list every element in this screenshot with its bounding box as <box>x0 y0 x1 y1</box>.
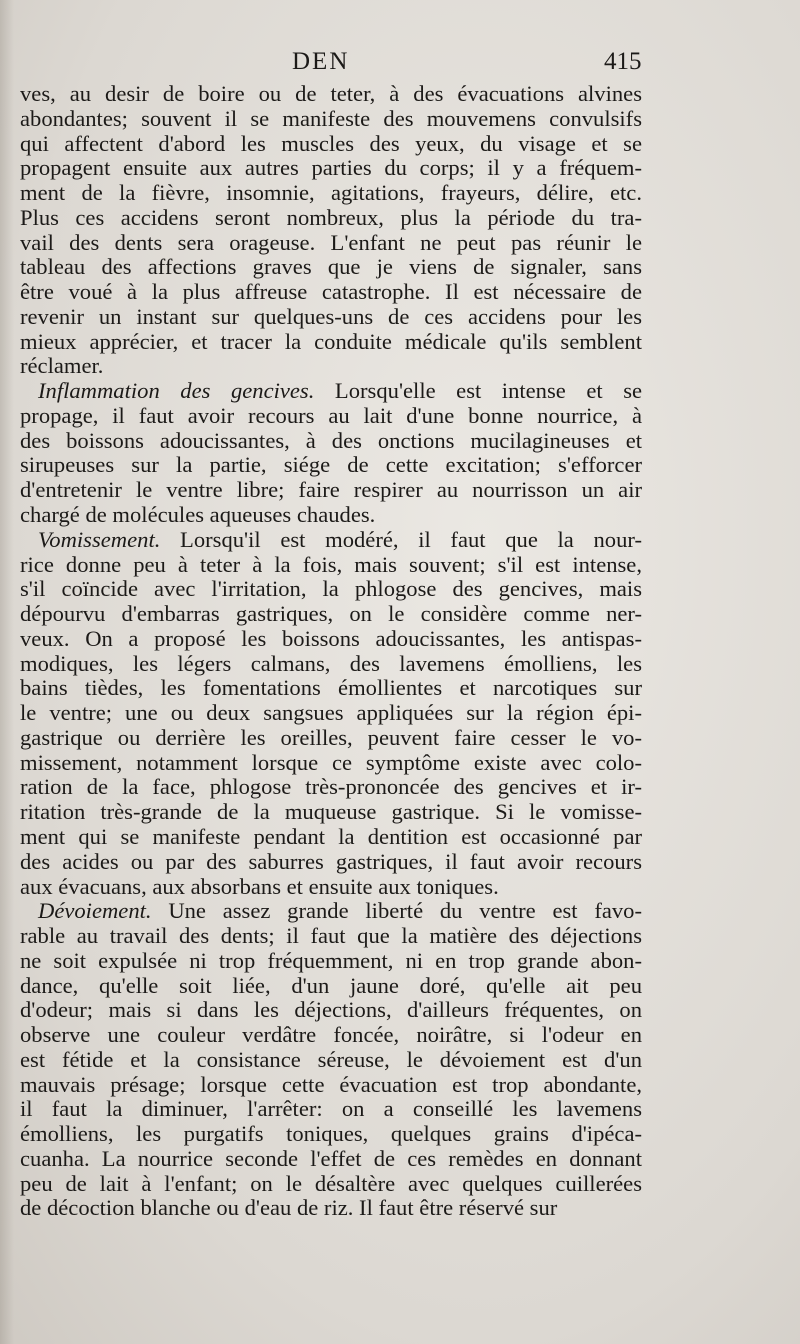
text-line <box>20 478 642 503</box>
line-text: modiques, les légers calmans, des lavemens émolliens, les <box>20 650 642 676</box>
text-line <box>20 156 642 181</box>
line-text: chargé de molécules aqueuses chaudes. <box>20 502 376 528</box>
text-line <box>20 974 642 999</box>
text-line <box>20 379 642 404</box>
line-text: missement, notamment lorsque ce symptôme existe avec colo- <box>20 749 642 775</box>
line-text: Lorsqu'il est modéré, il faut que la nour- <box>160 526 642 552</box>
text-line <box>20 1023 642 1048</box>
section-heading: Inflammation des gencives. <box>38 378 315 404</box>
text-line <box>20 280 642 305</box>
paragraph <box>20 379 642 528</box>
page-gutter-shadow <box>0 0 14 1344</box>
text-line <box>20 701 642 726</box>
line-text: propage, il faut avoir recours au lait d'une bonne nourrice, à <box>20 402 642 428</box>
text-line <box>20 850 642 875</box>
text-line <box>20 107 642 132</box>
text-line <box>20 453 642 478</box>
text-line <box>20 231 642 256</box>
paragraph <box>20 82 642 379</box>
paragraph <box>20 899 642 1221</box>
line-text: être voué à la plus affreuse catastrophe. Il est nécessaire de <box>20 279 642 305</box>
line-text: tableau des affections graves que je viens de signaler, sans <box>20 254 642 280</box>
text-line <box>20 553 642 578</box>
line-text: ritation très-grande de la muqueuse gastrique. Si le vomisse- <box>20 799 642 825</box>
line-text: mauvais présage; lorsque cette évacuation est trop abondante, <box>20 1071 642 1097</box>
line-text: il faut la diminuer, l'arrêter: on a conseillé les lavemens <box>20 1096 642 1122</box>
line-text: d'entretenir le ventre libre; faire respirer au nourrisson un air <box>20 477 642 503</box>
line-text: mieux apprécier, et tracer la conduite médicale qu'ils semblent <box>20 328 642 354</box>
text-line <box>20 305 642 330</box>
line-text: abondantes; souvent il se manifeste des mouvemens convulsifs <box>20 105 642 131</box>
line-text: ne soit expulsée ni trop fréquemment, ni en trop grande abon- <box>20 947 642 973</box>
text-line <box>20 132 642 157</box>
line-text: qui affectent d'abord les muscles des yeux, du visage et se <box>20 130 642 156</box>
text-line <box>20 1048 642 1073</box>
line-text: émolliens, les purgatifs toniques, quelques grains d'ipéca- <box>20 1121 642 1147</box>
text-line <box>20 1196 642 1221</box>
line-text: des boissons adoucissantes, à des onctions mucilagineuses et <box>20 427 642 453</box>
line-text: dance, qu'elle soit liée, d'un jaune doré, qu'elle ait peu <box>20 972 642 998</box>
line-text: propagent ensuite aux autres parties du corps; il y a fréquem- <box>20 155 642 181</box>
text-line <box>20 825 642 850</box>
section-heading: Dévoiement. <box>38 898 152 924</box>
text-line <box>20 1122 642 1147</box>
text-line <box>20 206 642 231</box>
text-line <box>20 602 642 627</box>
line-text: Une assez grande liberté du ventre est favo- <box>151 898 642 924</box>
line-text: est fétide et la consistance séreuse, le dévoiement est d'un <box>20 1046 642 1072</box>
line-text: rable au travail des dents; il faut que la matière des déjections <box>20 923 642 949</box>
text-line <box>20 652 642 677</box>
line-text: dépourvu d'embarras gastriques, on le considère comme ner- <box>20 601 642 627</box>
line-text: sirupeuses sur la partie, siége de cette excitation; s'efforcer <box>20 452 642 478</box>
text-line <box>20 751 642 776</box>
line-text: bains tièdes, les fomentations émollientes et narcotiques sur <box>20 675 642 701</box>
line-text: réclamer. <box>20 353 104 379</box>
text-line <box>20 528 642 553</box>
text-line <box>20 82 642 107</box>
line-text: cuanha. La nourrice seconde l'effet de ces remèdes en donnant <box>20 1145 642 1171</box>
text-line <box>20 330 642 355</box>
line-text: des acides ou par des saburres gastriques, il faut avoir recours <box>20 848 642 874</box>
text-line <box>20 949 642 974</box>
header-title: DEN <box>292 48 350 75</box>
text-line <box>20 924 642 949</box>
line-text: ration de la face, phlogose très-prononcée des gencives et ir- <box>20 774 642 800</box>
line-text: rice donne peu à teter à la fois, mais souvent; s'il est intense, <box>20 551 642 577</box>
text-line <box>20 676 642 701</box>
line-text: ment de la fièvre, insomnie, agitations, frayeurs, délire, etc. <box>20 180 642 206</box>
text-line <box>20 899 642 924</box>
text-line <box>20 726 642 751</box>
line-text: veux. On a proposé les boissons adoucissantes, les antispas- <box>20 625 642 651</box>
section-heading: Vomissement. <box>38 526 161 552</box>
text-line <box>20 998 642 1023</box>
text-line <box>20 875 642 900</box>
text-line <box>20 354 642 379</box>
line-text: ves, au desir de boire ou de teter, à des évacuations alvines <box>20 81 642 106</box>
text-line <box>20 1073 642 1098</box>
page-number: 415 <box>604 48 642 75</box>
text-line <box>20 404 642 429</box>
text-line <box>20 775 642 800</box>
line-text: de décoction blanche ou d'eau de riz. Il faut être réservé sur <box>20 1195 558 1221</box>
text-line <box>20 1172 642 1197</box>
line-text: s'il coïncide avec l'irritation, la phlogose des gencives, mais <box>20 576 642 602</box>
line-text: d'odeur; mais si dans les déjections, d'ailleurs fréquentes, on <box>20 997 642 1023</box>
text-line <box>20 1097 642 1122</box>
running-header <box>0 46 800 80</box>
line-text: revenir un instant sur quelques-uns de ces accidens pour les <box>20 303 642 329</box>
text-line <box>20 429 642 454</box>
text-line <box>20 1147 642 1172</box>
text-line <box>20 181 642 206</box>
line-text: aux évacuans, aux absorbans et ensuite aux toniques. <box>20 873 499 899</box>
text-line <box>20 255 642 280</box>
line-text: ment qui se manifeste pendant la dentition est occasionné par <box>20 823 642 849</box>
text-line <box>20 577 642 602</box>
text-line <box>20 627 642 652</box>
paragraph <box>20 528 642 899</box>
line-text: Plus ces accidens seront nombreux, plus la période du tra- <box>20 204 642 230</box>
line-text: gastrique ou derrière les oreilles, peuvent faire cesser le vo- <box>20 724 642 750</box>
line-text: le ventre; une ou deux sangsues appliquées sur la région épi- <box>20 700 642 726</box>
line-text: observe une couleur verdâtre foncée, noirâtre, si l'odeur en <box>20 1022 642 1048</box>
line-text: Lorsqu'elle est intense et se <box>314 378 643 404</box>
body-text <box>20 82 642 1221</box>
text-line <box>20 503 642 528</box>
line-text: peu de lait à l'enfant; on le désaltère avec quelques cuillerées <box>20 1170 642 1196</box>
text-line <box>20 800 642 825</box>
line-text: vail des dents sera orageuse. L'enfant ne peut pas réunir le <box>20 229 642 255</box>
